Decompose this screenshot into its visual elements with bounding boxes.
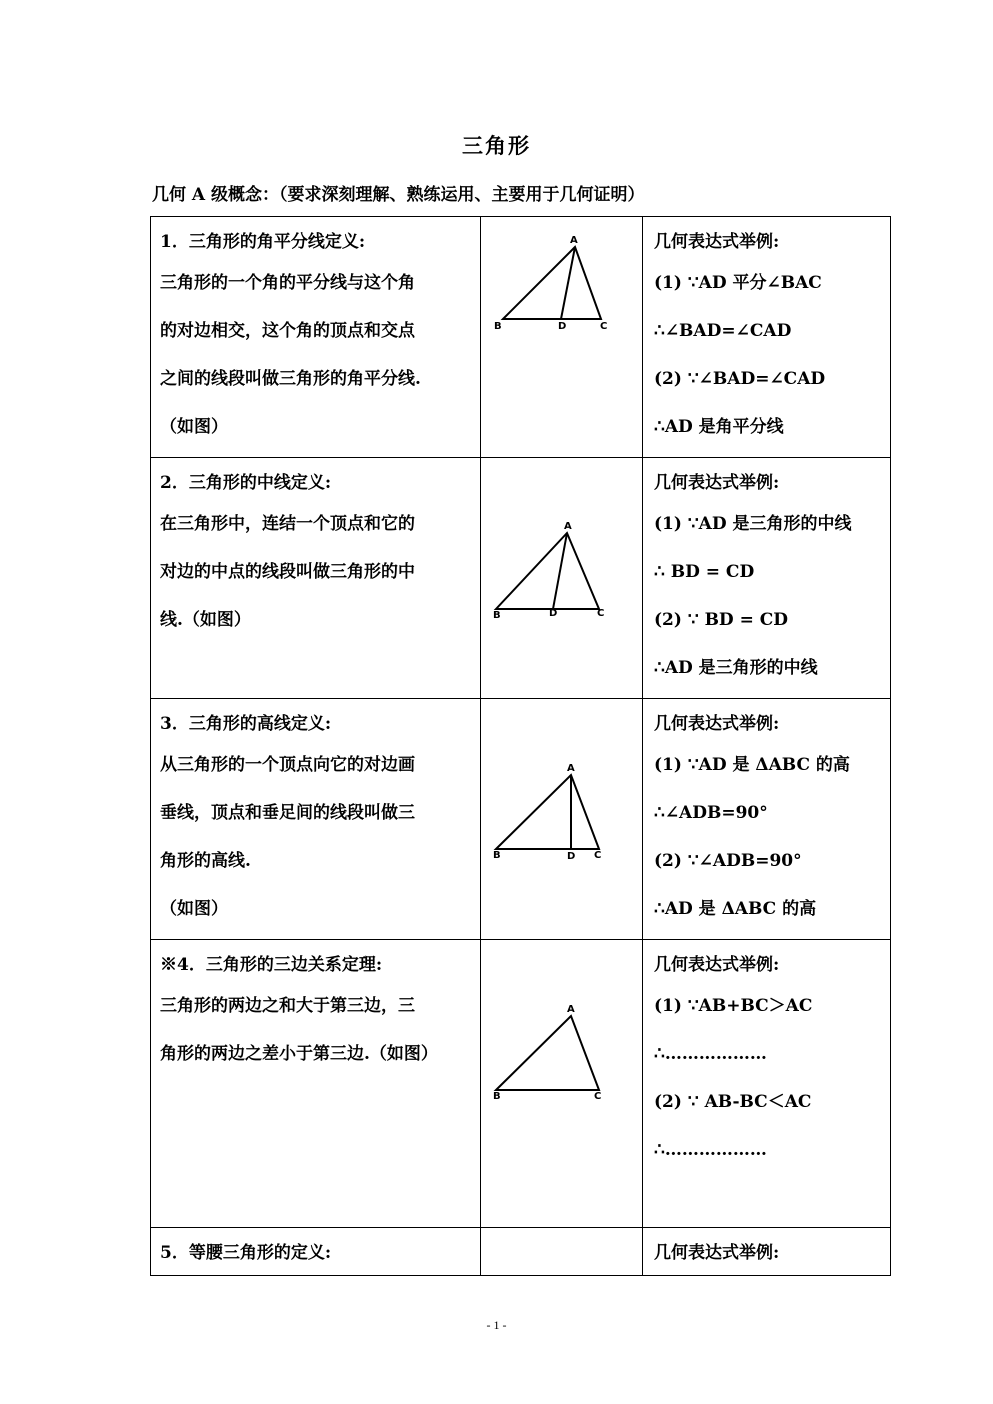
- definition-line: 的对边相交，这个角的顶点和交点: [160, 321, 415, 341]
- label-b: B: [493, 850, 501, 861]
- expression-cell: [643, 217, 891, 458]
- label-a: A: [570, 235, 578, 246]
- definition-cell: [151, 940, 481, 1228]
- expression-line: (1) ∵AD 平分∠BAC: [654, 273, 822, 293]
- expression-cell: [643, 1228, 891, 1276]
- definition-line: 三角形的两边之和大于第三边，三: [160, 996, 415, 1016]
- label-c: C: [597, 608, 605, 619]
- expression-line: (1) ∵AB+BC＞AC: [654, 996, 813, 1016]
- concept-table: [150, 216, 891, 1276]
- definition-heading: 5．等腰三角形的定义:: [160, 1243, 332, 1263]
- label-d: D: [558, 321, 567, 332]
- label-b: B: [494, 321, 502, 332]
- figure-cell: [481, 1228, 643, 1276]
- definition-cell: [151, 458, 481, 699]
- label-a: A: [564, 521, 572, 532]
- triangle-abc: [496, 775, 599, 849]
- definition-heading: 1．三角形的角平分线定义:: [160, 232, 366, 252]
- label-c: C: [594, 1091, 602, 1102]
- table-row: [151, 699, 891, 940]
- expression-line: ∴AD 是角平分线: [654, 417, 784, 437]
- definition-line: 在三角形中，连结一个顶点和它的: [160, 514, 415, 534]
- definition-line: 从三角形的一个顶点向它的对边画: [160, 755, 415, 775]
- label-a: A: [567, 763, 575, 774]
- definition-line: 之间的线段叫做三角形的角平分线.: [160, 369, 421, 389]
- expression-line: (1) ∵AD 是三角形的中线: [654, 514, 852, 534]
- definition-heading: 3．三角形的高线定义:: [160, 714, 332, 734]
- table-row: [151, 940, 891, 1228]
- expression-line: ∴∠BAD=∠CAD: [654, 321, 792, 341]
- expression-line: ∴………………: [654, 1140, 767, 1160]
- section-subtitle: 几何 A 级概念：（要求深刻理解、熟练运用、主要用于几何证明）: [152, 185, 645, 205]
- definition-line: 对边的中点的线段叫做三角形的中: [160, 562, 415, 582]
- expression-heading: 几何表达式举例:: [654, 955, 780, 975]
- label-d: D: [549, 608, 558, 619]
- expression-line: ∴………………: [654, 1044, 767, 1064]
- label-c: C: [594, 850, 602, 861]
- label-b: B: [493, 1091, 501, 1102]
- expression-line: ∴ BD = CD: [654, 562, 755, 582]
- triangle-abc: [503, 247, 601, 319]
- label-d: D: [567, 851, 576, 862]
- expression-line: ∴AD 是 ΔABC 的高: [654, 899, 817, 919]
- definition-line: 角形的两边之差小于第三边.（如图）: [160, 1044, 438, 1064]
- expression-line: (2) ∵ AB-BC＜AC: [654, 1092, 812, 1112]
- definition-heading: ※4．三角形的三边关系定理:: [160, 955, 383, 975]
- figure-cell: [481, 217, 643, 458]
- definition-line: （如图）: [160, 899, 228, 919]
- expression-cell: [643, 699, 891, 940]
- table-row: [151, 458, 891, 699]
- figure-cell: [481, 458, 643, 699]
- definition-line: （如图）: [160, 417, 228, 437]
- expression-line: ∴AD 是三角形的中线: [654, 658, 818, 678]
- table-row: [151, 217, 891, 458]
- label-a: A: [567, 1004, 575, 1015]
- page-number: - 1 -: [486, 1318, 507, 1332]
- definition-line: 线.（如图）: [160, 610, 251, 630]
- expression-heading: 几何表达式举例:: [654, 714, 780, 734]
- figure-cell: [481, 940, 643, 1228]
- label-c: C: [600, 321, 608, 332]
- triangle-abc: [496, 1016, 599, 1090]
- expression-line: (2) ∵ BD = CD: [654, 610, 789, 630]
- expression-line: (2) ∵∠ADB=90°: [654, 851, 802, 871]
- expression-line: (1) ∵AD 是 ΔABC 的高: [654, 755, 850, 775]
- table-row: [151, 1228, 891, 1276]
- expression-heading: 几何表达式举例:: [654, 1243, 780, 1263]
- expression-line: (2) ∵∠BAD=∠CAD: [654, 369, 826, 389]
- expression-line: ∴∠ADB=90°: [654, 803, 768, 823]
- definition-line: 角形的高线.: [160, 851, 251, 871]
- definition-cell: [151, 699, 481, 940]
- definition-line: 三角形的一个角的平分线与这个角: [160, 273, 415, 293]
- definition-cell: [151, 1228, 481, 1276]
- definition-cell: [151, 217, 481, 458]
- expression-cell: [643, 458, 891, 699]
- expression-cell: [643, 940, 891, 1228]
- label-b: B: [493, 610, 501, 621]
- definition-line: 垂线，顶点和垂足间的线段叫做三: [160, 803, 415, 823]
- triangle-abc: [496, 533, 599, 609]
- definition-heading: 2．三角形的中线定义:: [160, 473, 332, 493]
- figure-cell: [481, 699, 643, 940]
- expression-heading: 几何表达式举例:: [654, 232, 780, 252]
- expression-heading: 几何表达式举例:: [654, 473, 780, 493]
- page-title: 三角形: [462, 133, 531, 158]
